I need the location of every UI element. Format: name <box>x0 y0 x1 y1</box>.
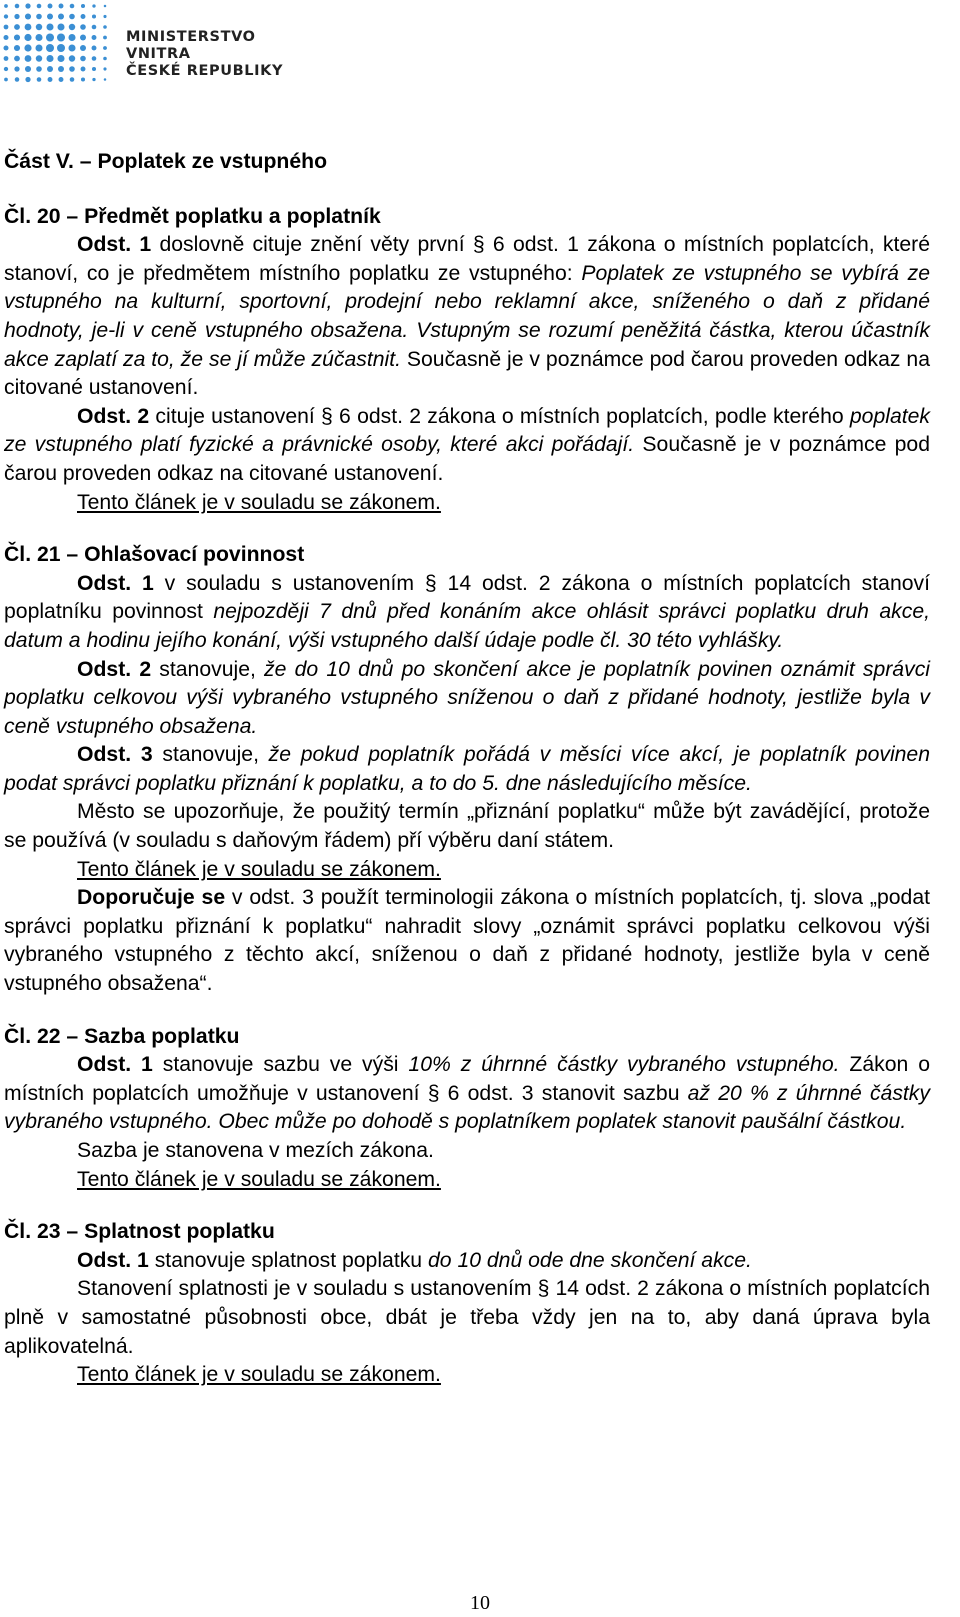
logo-dot <box>4 14 8 18</box>
logo-dot <box>24 44 31 51</box>
logo-dot <box>59 4 64 9</box>
article-21-conclusion: Tento článek je v souladu se zákonem. <box>77 857 441 881</box>
logo-dot <box>36 55 42 61</box>
logo-dot <box>57 44 65 52</box>
logo-dot <box>14 14 19 19</box>
logo-dot <box>57 55 64 62</box>
logo-dot <box>69 14 75 20</box>
logo-dot <box>14 66 19 71</box>
logo-dot <box>68 44 75 51</box>
logo-dot <box>36 66 42 72</box>
logo-dot <box>48 4 53 9</box>
logo-dot <box>15 4 20 9</box>
logo-dot <box>37 77 42 82</box>
logo-dot <box>58 14 64 20</box>
logo-dot <box>104 78 107 81</box>
logo-dot <box>35 34 42 41</box>
logo-dot <box>25 24 32 31</box>
logo-dot <box>36 14 42 20</box>
logo-dot <box>14 24 20 30</box>
logo-dot <box>92 46 97 51</box>
logo-dot <box>69 55 75 61</box>
page-number: 10 <box>470 1592 490 1614</box>
logo-dot <box>14 34 20 40</box>
logo-dot <box>80 24 86 30</box>
logo-dot <box>92 67 96 71</box>
logo-dot <box>47 14 53 20</box>
logo-dot <box>68 34 75 41</box>
logo-dot <box>37 4 42 9</box>
logo-dot <box>103 67 106 70</box>
logo-dot <box>57 23 64 30</box>
logo-text <box>126 29 300 80</box>
logo-dot <box>81 14 86 19</box>
article-20-paragraph-1: Odst. 1 doslovně cituje znění věty první § 6 odst. 1 zákona o místních poplatcích, které stanoví, co je předmětem místního poplatku ze vstupného: Poplatek ze vstupného se vybírá ze vstupného na kulturní, sportovní, prodejní nebo reklamní akce, sníženého o daň z přidané hodnoty, je-li v ceně vstupného obsažena. Vstupným se rozumí peněžitá částka, kterou účastník akce zaplatí za to, že se jí může zúčastnit. Současně je v poznámce pod čarou proveden odkaz na citované ustanovení. <box>4 233 930 400</box>
logo-dot <box>92 78 95 81</box>
logo-dot <box>103 57 107 61</box>
logo-dot <box>4 78 8 82</box>
logo-dot <box>80 35 86 41</box>
logo-dot <box>47 66 53 72</box>
logo-dot <box>92 35 97 40</box>
logo-dot <box>46 23 53 30</box>
logo-dot <box>92 14 96 18</box>
logo-dot <box>103 36 107 40</box>
logo-dot <box>4 67 8 71</box>
logo-dot <box>3 35 8 40</box>
logo-dot <box>25 66 31 72</box>
logo-dot <box>24 34 31 41</box>
logo-dot <box>104 5 107 8</box>
logo-dot <box>81 77 85 81</box>
logo-dot <box>81 4 85 8</box>
article-21-paragraph-3: Odst. 3 stanovuje, že pokud poplatník pořádá v měsíci více akcí, je poplatník povinen podat správci poplatku přiznání k poplatku, a to do 5. dne následujícího měsíce. <box>4 743 930 795</box>
article-21-recommendation: Doporučuje se v odst. 3 použít terminologii zákona o místních poplatcích, tj. slova „podat správci poplatku přiznání k poplatku“ nahradit slovy „oznámit správci poplatku celkovou výši vybraného vstupného z těchto akcí, sníženou o daň z přidané hodnoty, jestliže byla v ceně vstupného obsažena“. <box>4 886 930 996</box>
logo-dot <box>25 77 30 82</box>
article-21-paragraph-2: Odst. 2 stanovuje, že do 10 dnů po skončení akce je poplatník povinen oznámit správci poplatku celkovou výši vybraného vstupného sníženou o daň z přidané hodnoty, jestliže byla v ceně vstupného obsažena. <box>4 657 930 738</box>
logo-dot <box>25 3 30 8</box>
logo-dot <box>4 56 9 61</box>
logo-dot <box>48 77 53 82</box>
logo-dot <box>35 44 42 51</box>
logo-dot <box>70 4 75 9</box>
logo-dot <box>4 25 9 30</box>
article-21-heading: Čl. 21 – Ohlašovací povinnost <box>4 543 305 567</box>
logo-dot <box>80 45 86 51</box>
article-23-heading: Čl. 23 – Splatnost poplatku <box>4 1220 275 1244</box>
logo-dot <box>25 13 31 19</box>
article-23-note: Stanovení splatnosti je v souladu s ustanovením § 14 odst. 2 zákona o místních poplatcích plně v samostatné působnosti obce, dbát je třeba vždy jen na to, aby daná úprava byla aplikovatelná. <box>4 1277 930 1358</box>
logo-dot <box>92 25 97 30</box>
article-20-paragraph-2: Odst. 2 cituje ustanovení § 6 odst. 2 zákona o místních poplatcích, podle kterého poplatek ze vstupného platí fyzické a právnické osoby, které akci pořádají. Současně je v poznámce pod čarou proveden odkaz na citované ustanovení. <box>4 404 931 485</box>
paragraph-label: Odst. 2 <box>77 404 150 428</box>
paragraph-label: Odst. 1 <box>77 233 152 257</box>
article-22-heading: Čl. 22 – Sazba poplatku <box>4 1024 240 1048</box>
logo-dot <box>25 55 32 62</box>
logo-line-2: ČESKÉ REPUBLIKY <box>126 63 284 79</box>
logo-dot <box>103 46 107 50</box>
logo-dot <box>46 33 54 41</box>
logo-dot <box>80 56 86 62</box>
quote: poplatek ze vstupného platí fyzické a právnické osoby, které akci pořádají. <box>4 404 930 457</box>
quote: Poplatek ze vstupného se vybírá ze vstupného na kulturní, sportovní, prodejní nebo reklamní akce, sníženého o daň z přidané hodnoty, je-li v ceně vstupného obsažena. Vstupným se rozumí peněžitá částka, kterou účastník akce zaplatí za to, že se jí může zúčastnit. <box>4 261 930 371</box>
logo-dot <box>103 15 106 18</box>
logo-dot <box>3 45 8 50</box>
logo-line-1: MINISTERSTVO VNITRA <box>126 29 256 62</box>
logo-dot <box>92 56 97 61</box>
logo-dot <box>15 77 20 82</box>
logo-dot <box>14 56 20 62</box>
article-22-note: Sazba je stanovena v mezích zákona. <box>77 1139 434 1162</box>
document-body <box>4 148 930 1390</box>
article-21-note: Město se upozorňuje, že použitý termín „přiznání poplatku“ může být zavádějící, protože se používá (v souladu s daňovým řádem) pří výběru daní státem. <box>4 800 930 853</box>
logo-dot <box>59 77 64 82</box>
article-21-paragraph-1: Odst. 1 v souladu s ustanovením § 14 odst. 2 zákona o místních poplatcích stanoví poplatníku povinnost nejpozději 7 dnů před konáním akce ohlásit správci poplatku druh akce, datum a hodinu jejího konání, výši vstupného další údaje podle čl. 30 této vyhlášky. <box>4 571 930 652</box>
logo-dot <box>69 66 75 72</box>
logo-dot <box>103 25 107 29</box>
logo-dot <box>81 67 86 72</box>
logo-dot <box>4 4 8 8</box>
logo-dot <box>69 24 75 30</box>
logo-dot <box>36 24 42 30</box>
logo-dot <box>70 77 75 82</box>
article-20-conclusion: Tento článek je v souladu se zákonem. <box>77 490 441 514</box>
logo-dot <box>58 66 64 72</box>
article-23-conclusion: Tento článek je v souladu se zákonem. <box>77 1363 441 1387</box>
logo-dot <box>14 45 20 51</box>
dot-grid-logo-icon <box>0 0 120 84</box>
logo-dot <box>92 4 95 7</box>
logo-dot <box>46 55 53 62</box>
logo-dot <box>46 44 54 52</box>
part-title: Část V. – Poplatek ze vstupného <box>4 150 328 173</box>
article-23-paragraph-1: Odst. 1 stanovuje splatnost poplatku do 10 dnů ode dne skončení akce. <box>77 1248 752 1272</box>
article-22-conclusion: Tento článek je v souladu se zákonem. <box>77 1167 441 1191</box>
ministry-logo <box>0 0 300 84</box>
article-20-heading: Čl. 20 – Předmět poplatku a poplatník <box>4 204 381 228</box>
logo-dot <box>57 33 65 41</box>
article-22-paragraph-1: Odst. 1 stanovuje sazbu ve výši 10% z úhrnné částky vybraného vstupného. Zákon o místních poplatcích umožňuje v ustanovení § 6 odst. 3 stanovit sazbu až 20 % z úhrnné částky vybraného vstupného. Obec může po dohodě s poplatníkem poplatek stanovit paušální částkou. <box>4 1053 930 1134</box>
